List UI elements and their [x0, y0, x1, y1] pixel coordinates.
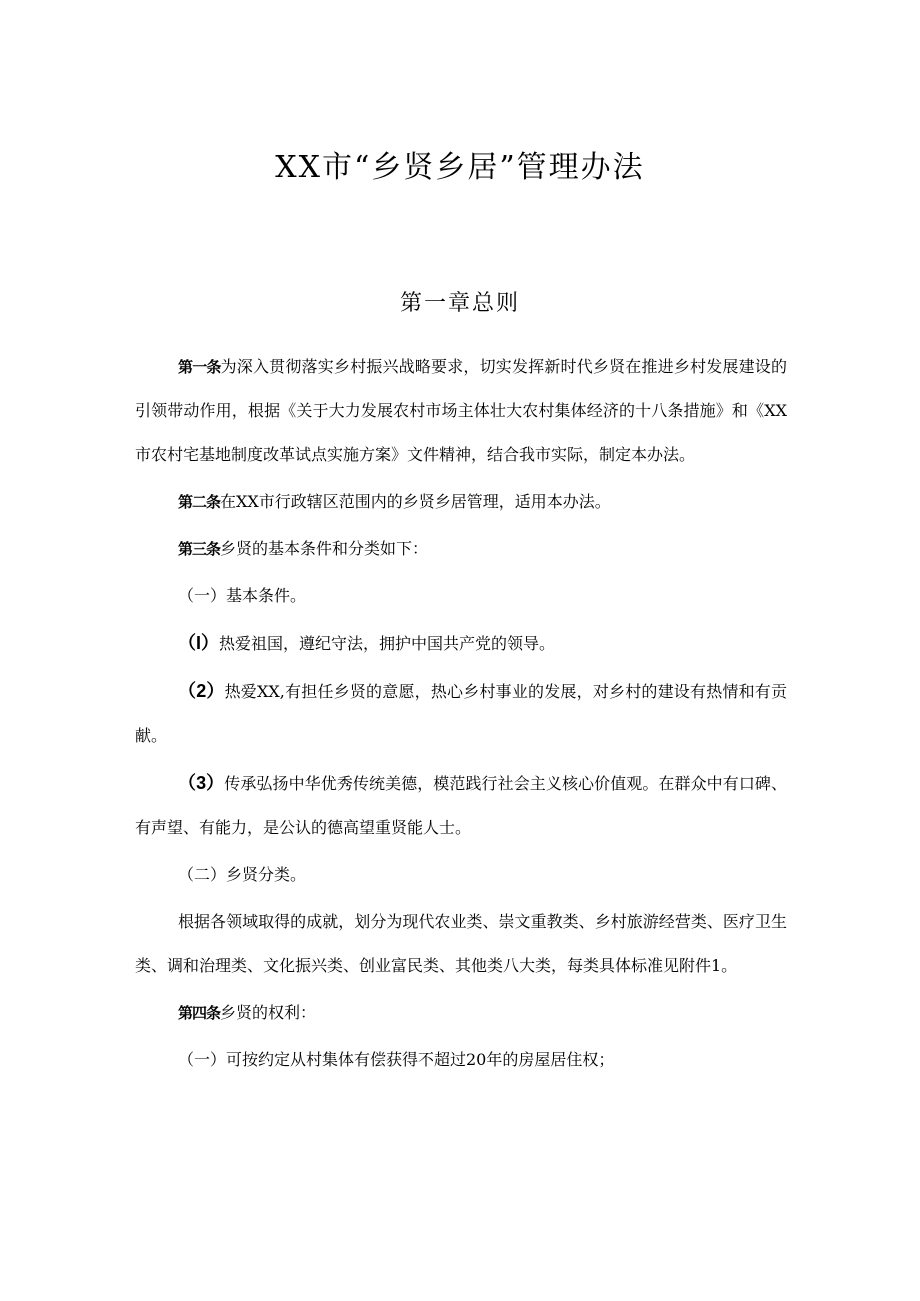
article-text: 在XX市行政辖区范围内的乡贤乡居管理，适用本办法。	[220, 492, 611, 511]
item-number: （2）	[178, 681, 225, 701]
condition-3	[135, 761, 787, 850]
item-text: （一）可按约定从村集体有偿获得不超过20年的房屋居住权；	[178, 1050, 615, 1069]
article-label: 第四条	[178, 1004, 221, 1022]
item-text: 热爱祖国，遵纪守法，拥护中国共产党的领导。	[219, 634, 556, 653]
article-text: 乡贤的权利：	[220, 1003, 317, 1022]
article-2	[135, 480, 787, 524]
paragraph-text: 根据各领域取得的成就，划分为现代农业类、崇文重教类、乡村旅游经营类、医疗卫生类、调和治理类、文化振兴类、创业富民类、其他类八大类，每类具体标准见附件1。	[135, 912, 787, 975]
item-number: （I）	[178, 633, 220, 653]
section-text: （二）乡贤分类。	[178, 865, 307, 884]
article-4	[135, 991, 787, 1035]
article-text: 乡贤的基本条件和分类如下：	[220, 539, 429, 558]
article-3	[135, 527, 787, 571]
classification-text	[135, 900, 787, 988]
article-label: 第三条	[178, 540, 221, 558]
article-label: 第二条	[178, 493, 221, 511]
section-classification	[135, 853, 787, 897]
item-number: （3）	[178, 773, 225, 793]
article-text: 为深入贯彻落实乡村振兴战略要求，切实发挥新时代乡贤在推进乡村发展建设的引领带动作用，根据《关于大力发展农村市场主体壮大农村集体经济的十八条措施》和《XX市农村宅基地制度改革试点实施方案》文件精神，结合我市实际，制定本办法。	[135, 357, 787, 464]
chapter-heading: 第一章总则	[399, 291, 520, 316]
document-body	[135, 345, 787, 1082]
section-basic-conditions	[135, 574, 787, 618]
article-1	[135, 345, 787, 477]
right-1	[135, 1038, 787, 1082]
item-text: 传承弘扬中华优秀传统美德，模范践行社会主义核心价值观。在群众中有口碑、有声望、有能力，是公认的德高望重贤能人士。	[135, 774, 787, 837]
article-label: 第一条	[178, 358, 221, 376]
section-text: （一）基本条件。	[178, 586, 307, 605]
condition-2	[135, 669, 787, 758]
item-text: 热爱XX,有担任乡贤的意愿，热心乡村事业的发展，对乡村的建设有热情和有贡献。	[135, 682, 787, 745]
condition-1	[135, 621, 787, 666]
document-title: XX市“乡贤乡居”管理办法	[275, 150, 645, 185]
